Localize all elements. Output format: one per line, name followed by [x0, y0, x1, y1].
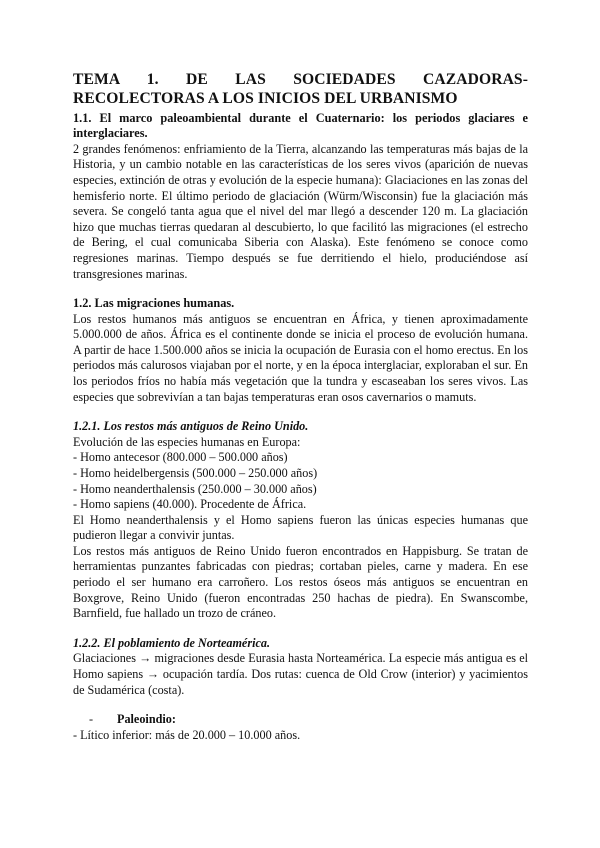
page-title: TEMA 1. DE LAS SOCIEDADES CAZADORAS-RECOLECTORAS A LOS INICIOS DEL URBANISMO: [73, 71, 528, 107]
section-1-1-heading: 1.1. El marco paleoambiental durante el Cuaternario: los periodos glaciares e interglaciares.: [73, 111, 528, 141]
paleoindio-heading: Paleoindio:: [117, 712, 176, 727]
section-1-2-2-body: Glaciaciones → migraciones desde Eurasia hasta Norteamérica. La especie más antigua es el Homo sapiens → ocupación tardía. Dos rutas: cuenca de Old Crow (interior) y yacimientos de Sudamérica (costa).: [73, 651, 528, 697]
section-1-1-body: 2 grandes fenómenos: enfriamiento de la Tierra, alcanzando las temperaturas más bajas de la Historia, y un cambio notable en las características de los seres vivos (aparición de nuevas especies, extinción de otras y evolución de la especie humana): Glaciaciones en las zonas del hemisferio norte. El último periodo de glaciación (Würm/Wisconsin) fue la glaciación más severa. Se congeló tanta agua que el nivel del mar llegó a descender 120 m. La glaciación hizo que muchas tierras quedaran al descubierto, lo que facilitó las migraciones (el estrecho de Bering, el cual comunicaba Siberia con Alaska). Este fenómeno se conoce como regresiones marinas. Tiempo después se fue derritiendo el hielo, produciéndose así transgresiones marinas.: [73, 141, 528, 281]
species-list-item: - Homo antecesor (800.000 – 500.000 años): [73, 450, 288, 465]
section-1-2-2-heading: 1.2.2. El poblamiento de Norteamérica.: [73, 635, 271, 650]
spacer: [73, 282, 528, 296]
litico-inferior-item: - Lítico inferior: más de 20.000 – 10.000 años.: [73, 727, 301, 742]
bullet-dash: -: [89, 712, 94, 727]
paleoindio-bullet: [73, 712, 528, 728]
spacer: [73, 622, 528, 636]
species-list-item: - Homo sapiens (40.000). Procedente de África.: [73, 497, 307, 512]
section-1-2-1-para-2: Los restos más antiguos de Reino Unido fueron encontrados en Happisburg. Se tratan de herramientas punzantes fabricadas con piedras; cortaban pieles, carne y madera. En ese periodo el ser humano era carroñero. Los restos óseos más antiguos se encuentran en Boxgrove, Reino Unido (fueron encontradas 250 hachas de piedra). En Swanscombe, Barnfield, fue hallado un trozo de cráneo.: [73, 543, 528, 621]
section-1-2-heading: 1.2. Las migraciones humanas.: [73, 296, 235, 311]
section-1-2-1-para-1: El Homo neanderthalensis y el Homo sapiens fueron las únicas especies humanas que pudieron llegar a convivir juntas.: [73, 512, 528, 543]
species-list-item: - Homo neanderthalensis (250.000 – 30.000 años): [73, 481, 317, 496]
section-1-2-body: Los restos humanos más antiguos se encuentran en África, y tienen aproximadamente 5.000.000 de años. África es el continente donde se inicia el proceso de evolución humana. A partir de hace 1.500.000 años se inicia la ocupación de Eurasia con el homo erectus. En los periodos más calurosos viajaban por el norte, y en la época interglaciar, exploraban el sur. En los periodos fríos no había más vegetación que la tundra y escaseaban los seres vivos. Las especies que sobrevivían a tan bajas temperaturas eran osos cavernarios o mamuts.: [73, 311, 528, 404]
spacer: [73, 698, 528, 712]
species-list-item: - Homo heidelbergensis (500.000 – 250.000 años): [73, 465, 318, 480]
spacer: [73, 405, 528, 419]
section-1-2-1-heading: 1.2.1. Los restos más antiguos de Reino Unido.: [73, 419, 309, 434]
species-intro: Evolución de las especies humanas en Europa:: [73, 434, 301, 449]
